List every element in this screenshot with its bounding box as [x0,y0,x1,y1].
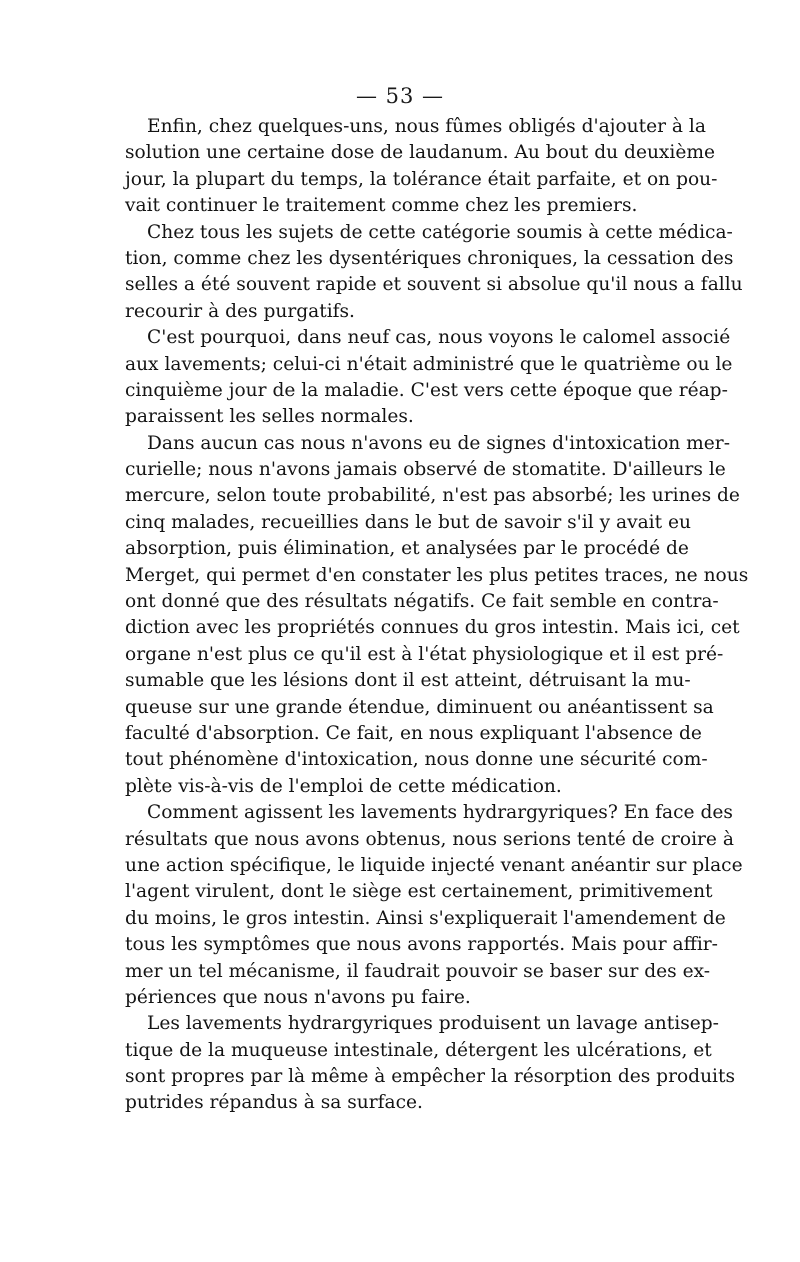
text-line: du moins, le gros intestin. Ainsi s'expliquerait l'amendement de [125,907,726,929]
text-line: selles a été souvent rapide et souvent si absolue qu'il nous a fallu [125,274,743,296]
text-line: mer un tel mécanisme, il faudrait pouvoir se baser sur des ex- [125,960,711,982]
text-line: cinquième jour de la maladie. C'est vers cette époque que réap- [125,379,728,401]
text-line: Enfin, chez quelques-uns, nous fûmes obligés d'ajouter à la [147,116,706,137]
paragraph [125,431,749,800]
text-line: vait continuer le traitement comme chez les premiers. [125,195,638,217]
text-line: curielle; nous n'avons jamais observé de stomatite. D'ailleurs le [125,459,726,481]
text-line: Merget, qui permet d'en constater les plus petites traces, ne nous [125,564,749,586]
text-line: recourir à des purgatifs. [125,300,355,322]
text-line: périences que nous n'avons pu faire. [125,986,471,1008]
text-line: organe n'est plus ce qu'il est à l'état physiologique et il est pré- [125,643,724,665]
text-line: Comment agissent les lavements hydrargyriques? En face des [147,802,733,824]
body-text [125,114,749,1117]
text-line: jour, la plupart du temps, la tolérance était parfaite, et on pou- [125,168,718,190]
paragraph [125,325,733,431]
text-line: Chez tous les sujets de cette catégorie soumis à cette médica- [147,221,733,243]
text-line: absorption, puis élimination, et analysées par le procédé de [125,538,689,560]
text-line: ont donné que des résultats négatifs. Ce fait semble en contra- [125,591,719,613]
page-number: — 53 — [355,84,445,108]
text-line: paraissent les selles normales. [125,406,414,428]
text-line: sont propres par là même à empêcher la résorption des produits [125,1066,736,1088]
text-line: solution une certaine dose de laudanum. Au bout du deuxième [125,142,715,164]
text-line: tout phénomène d'intoxication, nous donne une sécurité com- [125,749,708,771]
text-line: tous les symptômes que nous avons rapportés. Mais pour affir- [125,934,718,956]
text-line: une action spécifique, le liquide injecté venant anéantir sur place [125,854,743,876]
text-line: mercure, selon toute probabilité, n'est pas absorbé; les urines de [125,485,740,507]
text-line: queuse sur une grande étendue, diminuent ou anéantissent sa [125,696,714,718]
text-line: tique de la muqueuse intestinale, détergent les ulcérations, et [125,1039,712,1061]
text-line: cinq malades, recueillies dans le but de savoir s'il y avait eu [125,511,691,533]
text-line: aux lavements; celui-ci n'était administré que le quatrième ou le [125,353,733,375]
text-line: C'est pourquoi, dans neuf cas, nous voyons le calomel associé [147,327,731,349]
paragraph [125,114,718,220]
paragraph [125,1011,736,1117]
text-line: sumable que les lésions dont il est atteint, détruisant la mu- [125,670,691,692]
text-line: faculté d'absorption. Ce fait, en nous expliquant l'absence de [125,722,702,744]
text-line: Dans aucun cas nous n'avons eu de signes d'intoxication mer- [147,432,730,454]
text-line: diction avec les propriétés connues du gros intestin. Mais ici, cet [125,617,740,639]
paragraph [125,220,743,326]
text-line: l'agent virulent, dont le siège est certainement, primitivement [125,881,713,903]
text-line: résultats que nous avons obtenus, nous serions tenté de croire à [125,828,734,850]
text-line: putrides répandus à sa surface. [125,1092,423,1114]
text-line: Les lavements hydrargyriques produisent un lavage antisep- [147,1013,719,1035]
paragraph [125,800,743,1011]
text-line: plète vis-à-vis de l'emploi de cette médication. [125,775,562,797]
text-line: tion, comme chez les dysentériques chroniques, la cessation des [125,247,734,269]
